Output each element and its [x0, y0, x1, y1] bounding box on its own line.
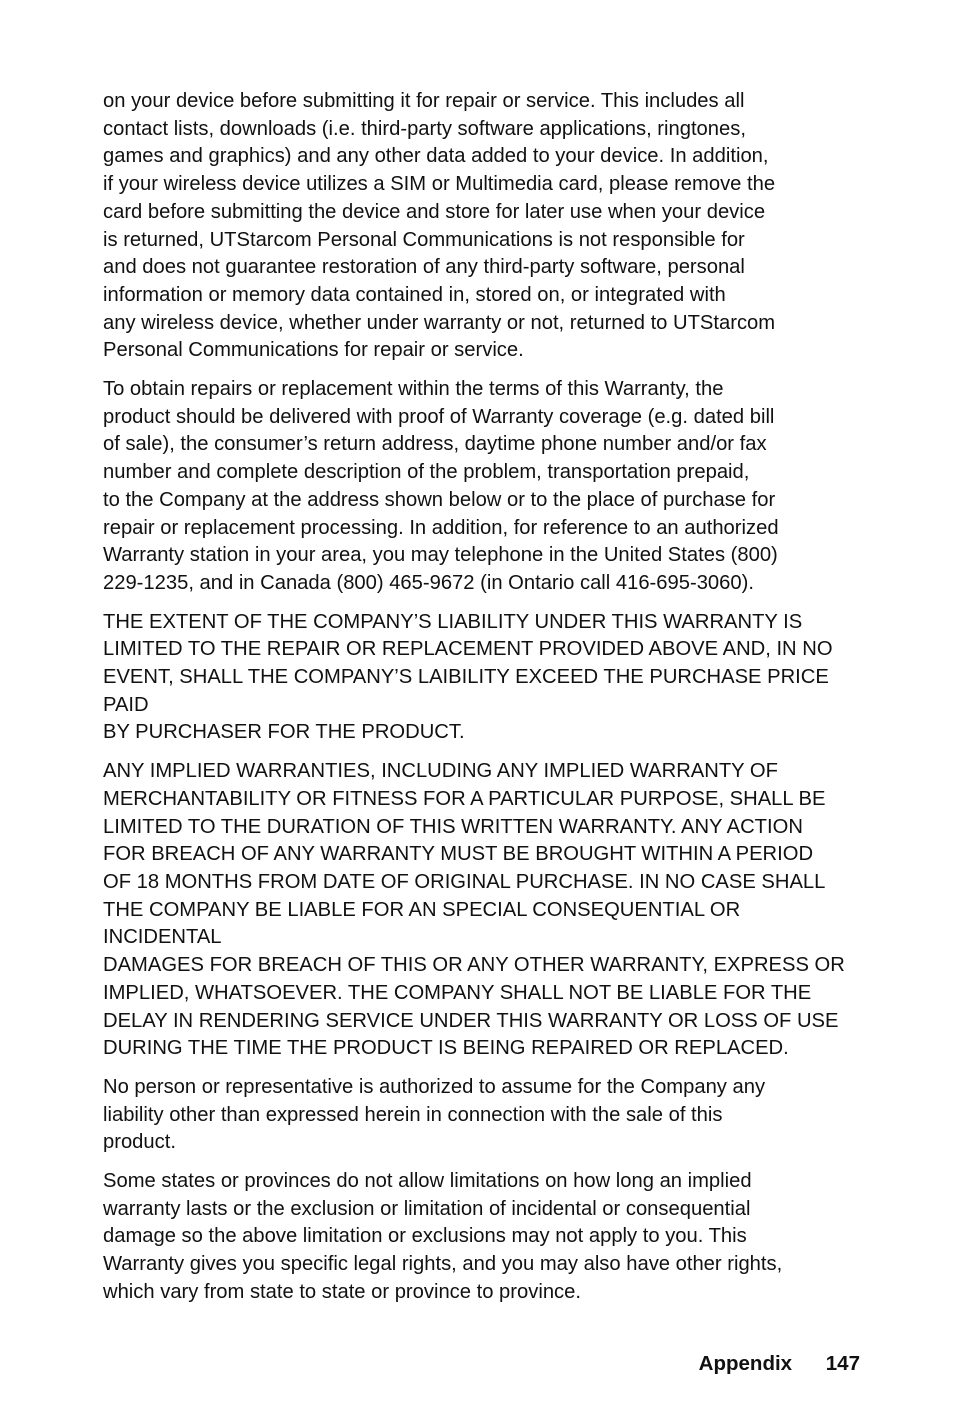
footer-section-title: Appendix	[698, 1352, 793, 1375]
document-body	[103, 88, 861, 1318]
paragraph-state-rights: Some states or provinces do not allow limitations on how long an implied warranty lasts or the exclusion or limitation of incidental or consequential damage so the above limitation or exclusions may not apply to you. This Warranty gives you specific legal rights, and you may also have other rights, which vary from state to state or province to province.	[103, 1170, 783, 1303]
paragraph-repair-instructions: To obtain repairs or replacement within the terms of this Warranty, the product should be delivered with proof of Warranty coverage (e.g. dated bill of sale), the consumer’s return address, daytime phone number and/or fax number and complete description of the problem, transportation prepaid, to the Company at the address shown below or to the place of purchase for repair or replacement processing. In addition, for reference to an authorized Warranty station in your area, you may telephone in the United States (800) 229-1235, and in Canada (800) 465-9672 (in Ontario call 416-695-3060).	[103, 378, 779, 594]
page-number: 147	[825, 1352, 860, 1375]
paragraph-no-authorization: No person or representative is authorized to assume for the Company any liability other than expressed herein in connection with the sale of this product.	[103, 1075, 766, 1154]
paragraph-data-backup-notice: on your device before submitting it for repair or service. This includes all contact lists, downloads (i.e. third-party software applications, ringtones, games and graphics) and any other data added to your device. In addition, if your wireless device utilizes a SIM or Multimedia card, please remove the card before submitting the device and store for later use when your device is returned, UTStarcom Personal Communications is not responsible for and does not guarantee restoration of any third-party software, personal information or memory data contained in, stored on, or integrated with any wireless device, whether under warranty or not, returned to UTStarcom Personal Communications for repair or service.	[103, 90, 776, 362]
paragraph-implied-warranties: ANY IMPLIED WARRANTIES, INCLUDING ANY IMPLIED WARRANTY OF MERCHANTABILITY OR FITNESS FOR A PARTICULAR PURPOSE, SHALL BE LIMITED TO THE DURATION OF THIS WRITTEN WARRANTY. ANY ACTION FOR BREACH OF ANY WARRANTY MUST BE BROUGHT WITHIN A PERIOD OF 18 MONTHS FROM DATE OF ORIGINAL PURCHASE. IN NO CASE SHALL THE COMPANY BE LIABLE FOR AN SPECIAL CONSEQUENTIAL OR INCIDENTAL DAMAGES FOR BREACH OF THIS OR ANY OTHER WARRANTY, EXPRESS OR IMPLIED, WHATSOEVER. THE COMPANY SHALL NOT BE LIABLE FOR THE DELAY IN RENDERING SERVICE UNDER THIS WARRANTY OR LOSS OF USE DURING THE TIME THE PRODUCT IS BEING REPAIRED OR REPLACED.	[103, 760, 845, 1060]
paragraph-liability-limit: THE EXTENT OF THE COMPANY’S LIABILITY UNDER THIS WARRANTY IS LIMITED TO THE REPAIR OR REPLACEMENT PROVIDED ABOVE AND, IN NO EVENT, SHALL THE COMPANY’S LAIBILITY EXCEED THE PURCHASE PRICE PAID BY PURCHASER FOR THE PRODUCT.	[103, 610, 833, 744]
page-footer	[699, 1350, 860, 1378]
